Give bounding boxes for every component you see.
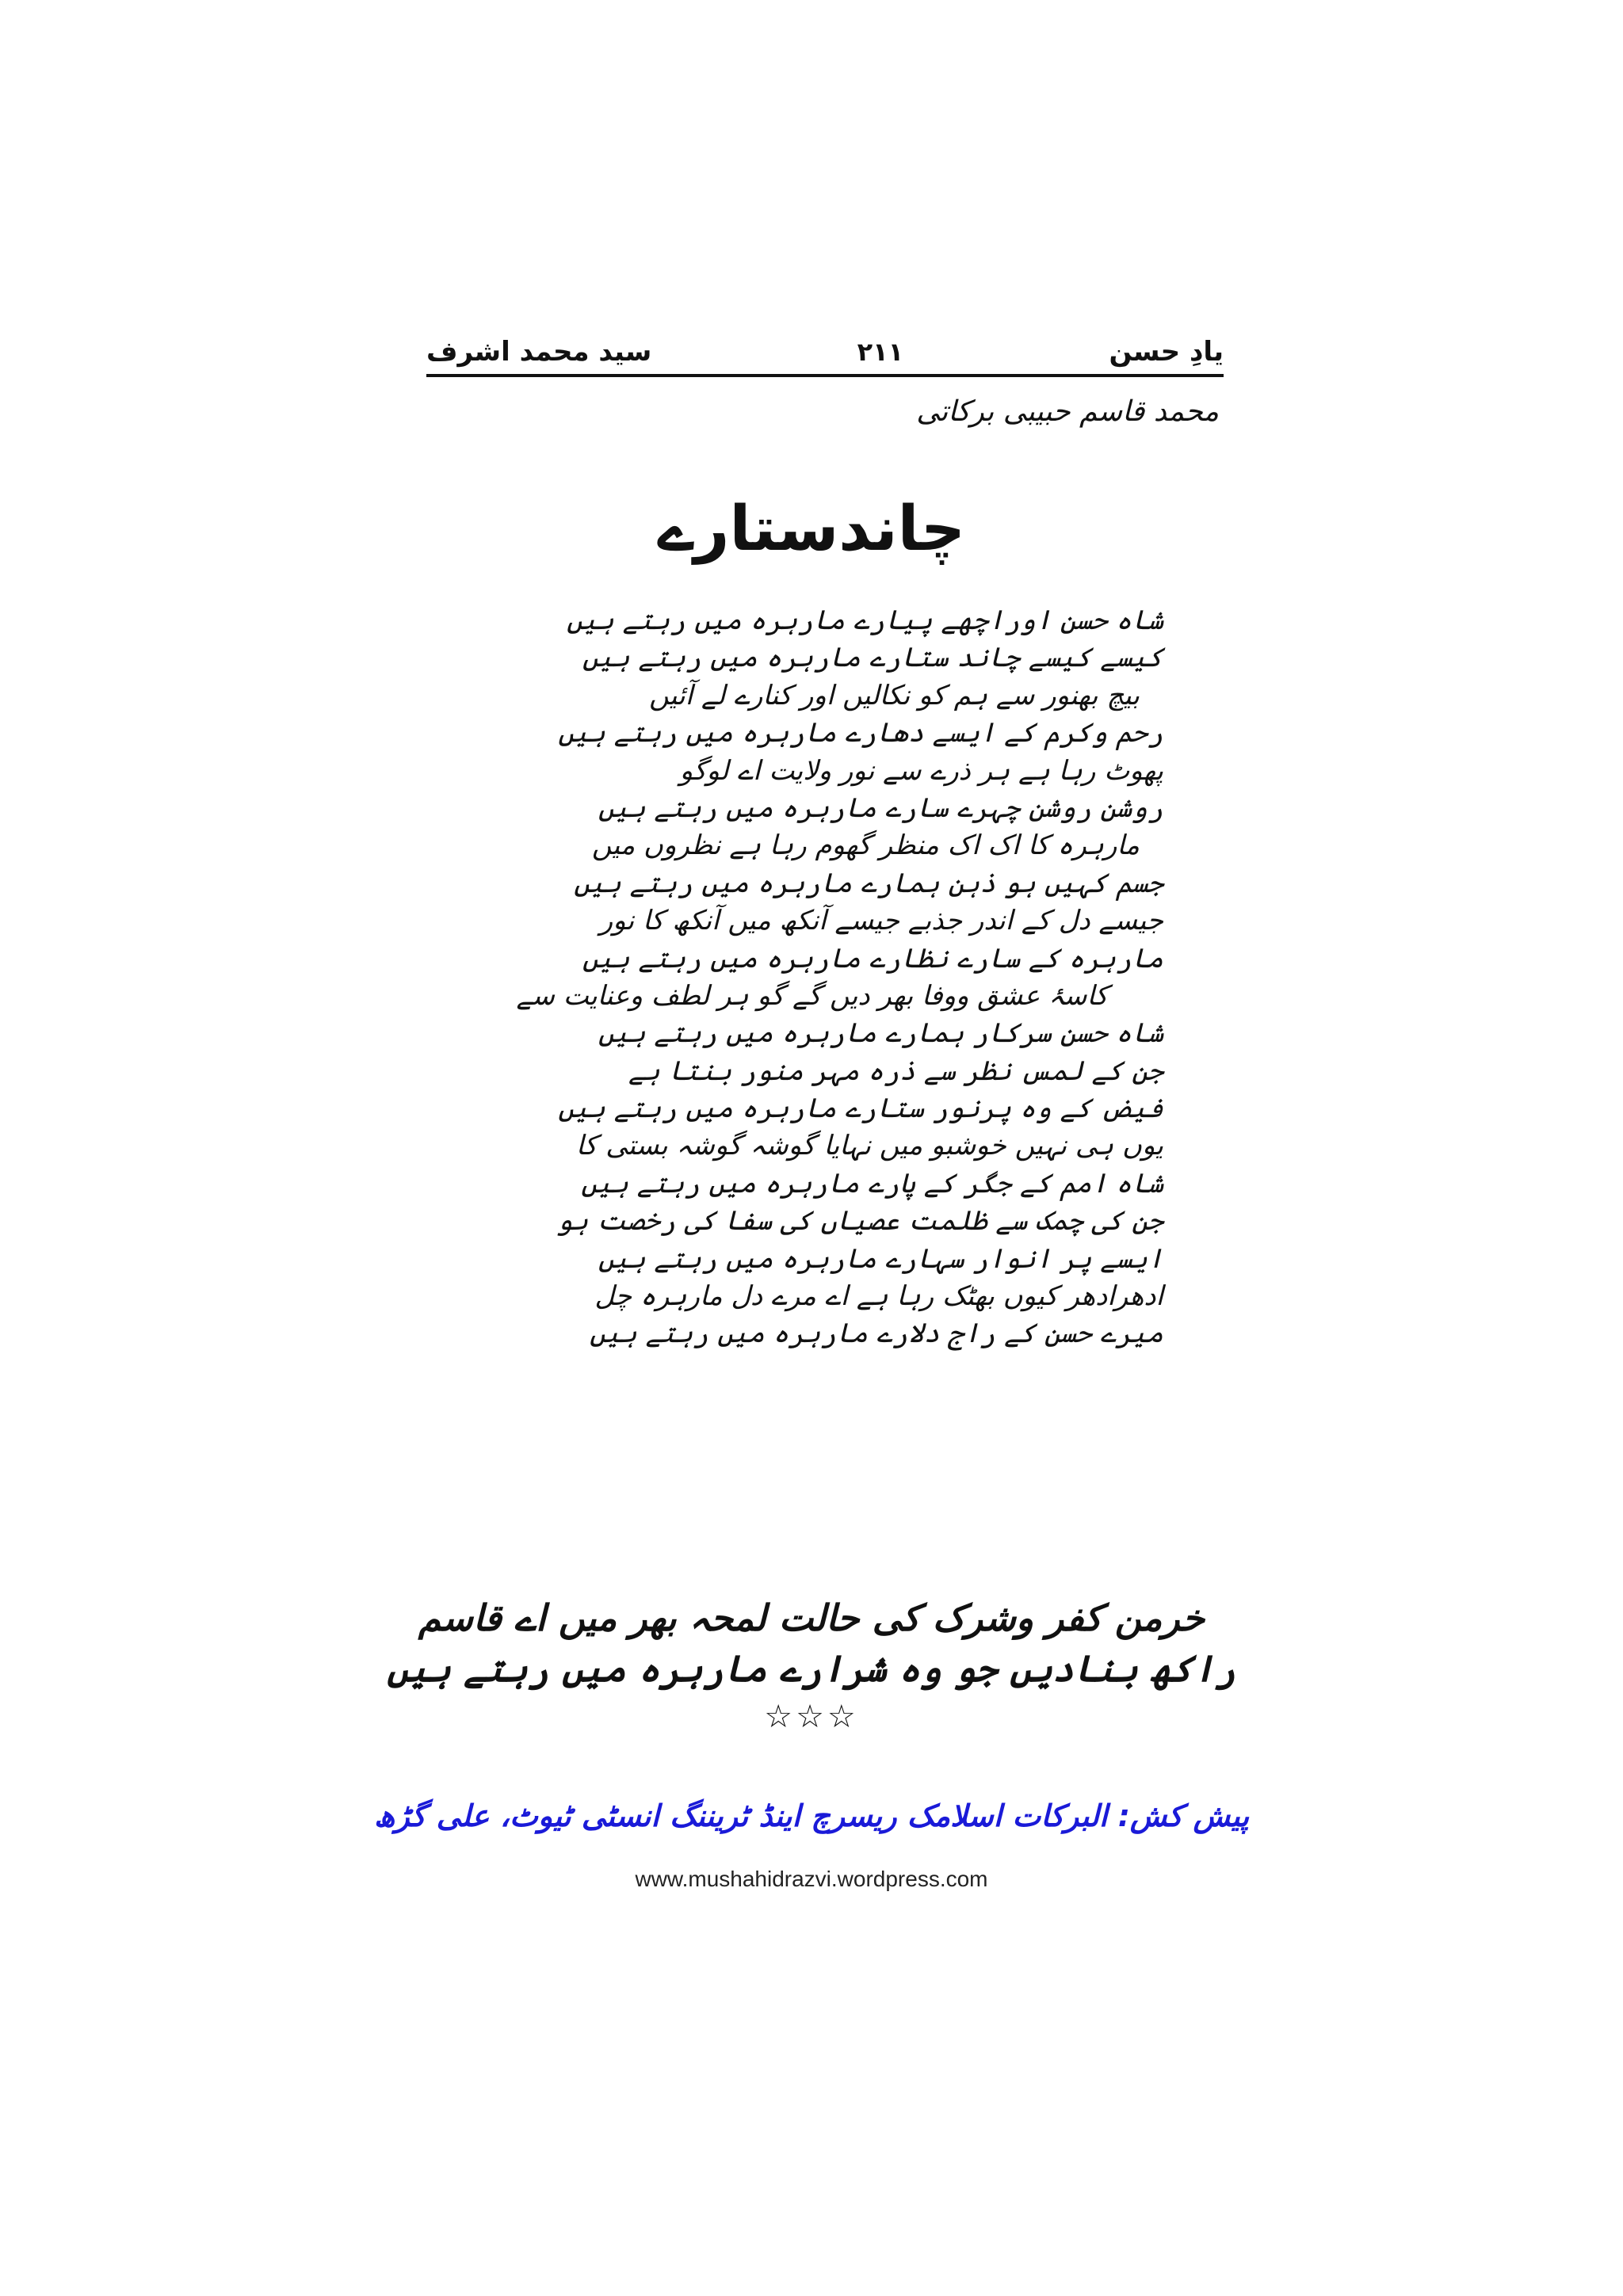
header-rule [426,374,1224,377]
verse-line: ادھرادھر کیوں بھٹک رہا ہے اے مرے دل مارہرہ چل [594,1280,1163,1313]
verse-line: شاہ حسن سرکار ہمارے مارہرہ میں رہتے ہیں [598,1017,1163,1050]
verse-line: شاہ امم کے جگر کے پارے مارہرہ میں رہتے ہیں [581,1167,1163,1199]
verse-line: پھوٹ رہا ہے ہر ذرے سے نور ولایت اے لوگو [679,754,1163,787]
verse-line: شاہ حسن اوراچھے پیارے مارہرہ میں رہتے ہیں [567,605,1163,636]
closing-line: خرمن کفر وشرک کی حالت لمحہ بھر میں اے قاسم [418,1596,1205,1639]
verse-line: رحم وکرم کے ایسے دھارے مارہرہ میں رہتے ہیں [558,717,1163,749]
verse-line: مارہرہ کا اک اک منظر گھوم رہا ہے نظروں میں [591,830,1140,862]
header-author: سید محمد اشرف [426,336,652,368]
verse-line: بیچ بھنور سے ہم کو نکالیں اور کنارے لے آئیں [649,679,1140,711]
verse-line: جسم کہیں ہو ذہن ہمارے مارہرہ میں رہتے ہیں [574,867,1163,899]
verse-list [355,602,1163,1353]
verse-line: فیض کے وہ پرنور ستارے مارہرہ میں رہتے ہیں [558,1093,1163,1125]
verse-line: جن کے لمس نظر سے ذرہ مہر منور بنتا ہے [628,1055,1163,1087]
verse-line: جیسے دل کے اندر جذبے جیسے آنکھ میں آنکھ کا نور [599,905,1163,937]
verse-line: جن کی چمک سے ظلمت عصیاں کی سفا کی رخصت ہو [556,1205,1163,1238]
verse-line: کاسۂ عشق ووفا بھر دیں گے گو ہر لطف وعنایت سے [516,979,1108,1012]
closing-couplet [0,1592,1623,1694]
header-book-title: یادِ حسن [1109,336,1224,368]
poet-byline: محمد قاسم حبیبی برکاتی [916,395,1219,428]
poem-title: چاندستارے [657,494,966,565]
running-header [426,323,1224,371]
verse-line: مارہرہ کے سارے نظارے مارہرہ میں رہتے ہیں [582,942,1163,974]
verse-line: یوں ہی نہیں خوشبو میں نہایا گوشہ گوشہ بستی کا [575,1130,1163,1162]
page-number: ۲۱۱ [857,337,904,367]
website-url: www.mushahidrazvi.wordpress.com [635,1867,988,1891]
verse-line: میرے حسن کے راج دلارے مارہرہ میں رہتے ہیں [590,1318,1163,1350]
presented-by: پیش کش: البرکات اسلامک ریسرچ اینڈ ٹریننگ انسٹی ٹیوٹ، علی گڑھ [373,1798,1250,1833]
stars-ornament: ☆☆☆ [764,1699,859,1735]
verse-line: روشن روشن چہرے سارے مارہرہ میں رہتے ہیں [598,791,1163,824]
verse-line: ایسے پر انوار سہارے مارہرہ میں رہتے ہیں [598,1242,1163,1275]
verse-line: کیسے کیسے چاند ستارے مارہرہ میں رہتے ہیں [582,642,1163,674]
closing-line: راکھ بنادیں جو وہ شرارے مارہرہ میں رہتے ہیں [387,1647,1236,1690]
